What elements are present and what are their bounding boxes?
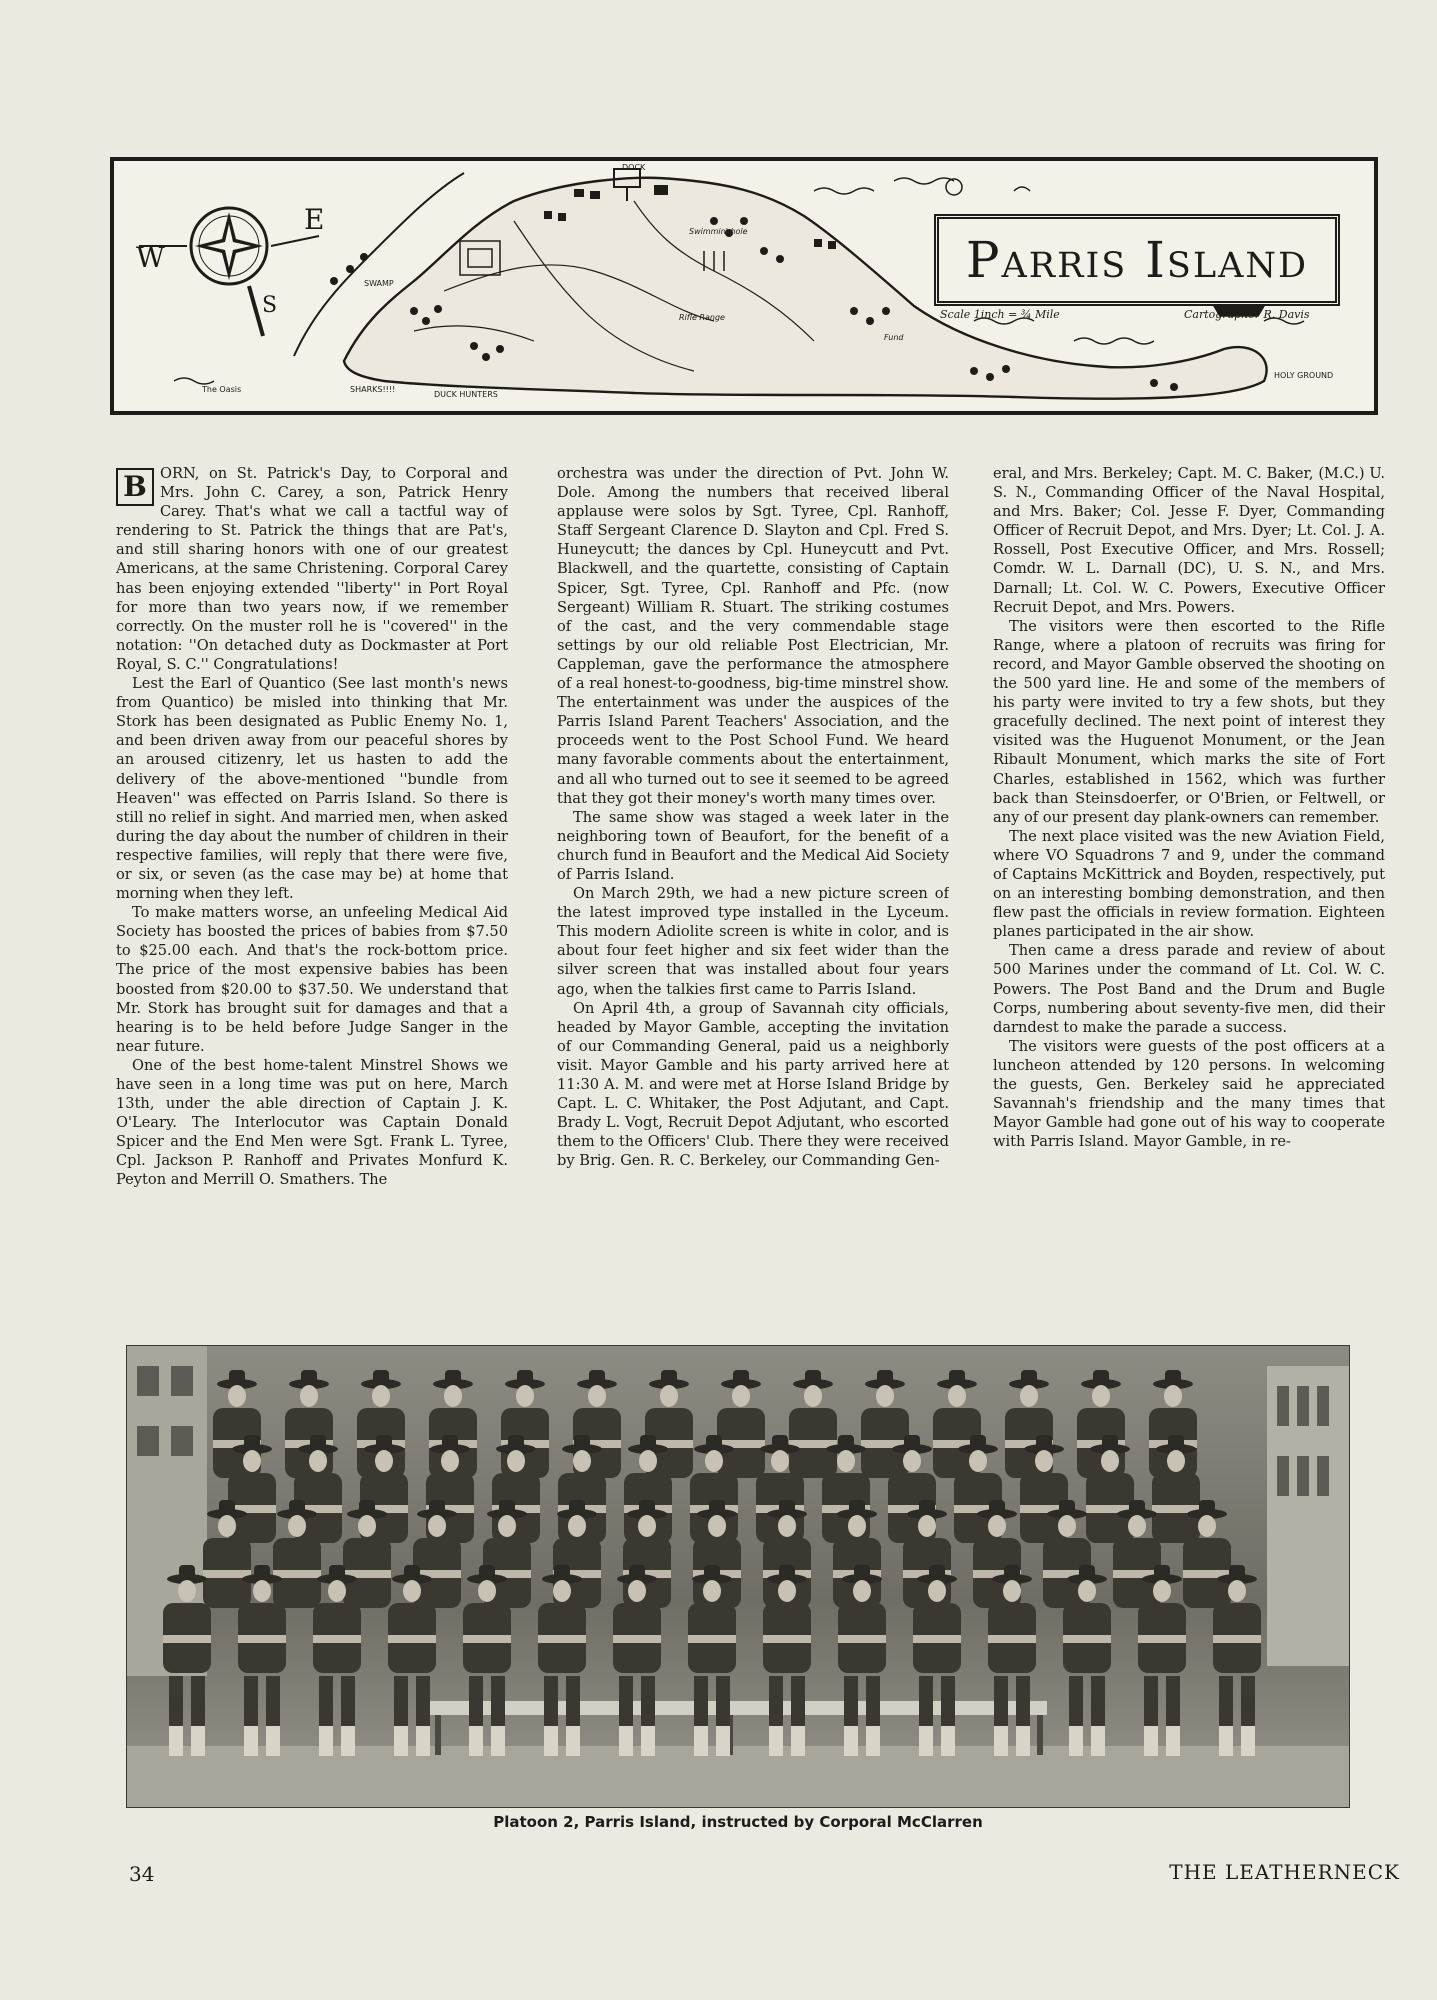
paragraph: orchestra was under the direction of Pvt. John W. Dole. Among the numbers that received liberal applause were solos by Sgt. Tyree, Cpl. Ranhoff, Staff Sergeant Clarence D. Slayton and Cpl. Fred S. Huneycutt; the dances by Cpl. Huneycutt and Pvt. Blackwell, and the quartette, consisting of Captain Spicer, Sgt. Tyree, Cpl. Ranhoff and Pfc. (now Sergeant) William R. Stuart. The striking costumes of the cast, and the very commendable stage settings by our old reliable Post Electrician, Mr. Cappleman, gave the performance the atmosphere of a real honest-to-goodness, big-time minstrel show. The entertainment was under the auspices of the Parris Island Parent Teachers' Association, and the proceeds went to the Post School Fund. We heard many favorable comments about the entertainment, and all who turned out to see it seemed to be agreed that they got their money's worth many times over.: [557, 465, 949, 807]
paragraph: Then came a dress parade and review of about 500 Marines under the command of Lt. Col. W. C. Powers. The Post Band and the Drum and Bugle Corps, numbering about seventy-five men, did their darndest to make the parade a success.: [993, 942, 1385, 1036]
platoon-photo: [126, 1345, 1350, 1808]
photo-caption: Platoon 2, Parris Island, instructed by Corporal McClarren: [493, 1813, 983, 1831]
map-label-swamp: SWAMP: [364, 279, 394, 288]
article-column-1: [116, 464, 508, 1324]
compass-west: W: [136, 241, 165, 274]
soldier-figure: [163, 1565, 211, 1673]
paragraph: On April 4th, a group of Savannah city officials, headed by Mayor Gamble, accepting the invitation of our Commanding General, paid us a neighborly visit. Mayor Gamble and his party arrived here at 11:30 A. M. and were met at Horse Island Bridge by Capt. L. C. Whitaker, the Post Adjutant, and Capt. Brady L. Vogt, Recruit Depot Adjutant, who escorted them to the Officers' Club. There they were received by Brig. Gen. R. C. Berkeley, our Commanding Gen-: [557, 999, 949, 1170]
map-label-duck-hunters: DUCK HUNTERS: [434, 390, 498, 399]
soldier-figure: [273, 1500, 321, 1608]
page-number: 34: [129, 1862, 155, 1886]
paragraph: On March 29th, we had a new picture screen of the latest improved type installed in the Lyceum. This modern Adiolite screen is white in color, and is about four feet higher and six feet wider than the silver screen that was installed about four years ago, when the talkies first came to Parris Island.: [557, 885, 949, 998]
map-title: Parris Island: [965, 231, 1309, 289]
map-label-swimming-hole: Swimmin' hole: [689, 227, 748, 236]
paragraph: To make matters worse, an unfeeling Medical Aid Society has boosted the prices of babies from $7.50 to $25.00 each. And that's the rock-bottom price. The price of the most expensive babies has been boosted from $20.00 to $37.50. We understand that Mr. Stork has brought suit for damages and that a hearing is to be held before Judge Sanger in the near future.: [116, 904, 508, 1055]
soldier-figure: [789, 1370, 837, 1478]
compass-south: S: [262, 293, 278, 318]
paragraph: ORN, on St. Patrick's Day, to Corporal and Mrs. John C. Carey, a son, Patrick Henry Carey. That's what we call a tactful way of rendering to St. Patrick the things that are Pat's, and still sharing honors with one of our greatest Americans, at the same Christening. Corporal Carey has been enjoying extended ''liberty'' in Port Royal for more than two years now, if we remember correctly. On the muster roll he is ''covered'' in the notation: ''On detached duty as Dockmaster at Port Royal, S. C.'' Congratulations!: [116, 465, 508, 673]
article-column-3: [993, 464, 1385, 1324]
soldier-figure: [538, 1565, 586, 1673]
soldier-figure: [613, 1565, 661, 1673]
soldier-figure: [1152, 1435, 1200, 1543]
map-label-oasis: The Oasis: [202, 385, 242, 394]
map-label-dock: DOCK: [622, 163, 646, 172]
soldier-figure: [203, 1500, 251, 1608]
soldier-figure: [388, 1565, 436, 1673]
map-label-rifle-range: Rifle Range: [679, 313, 725, 322]
soldier-figure: [1213, 1565, 1261, 1673]
soldier-figure: [717, 1370, 765, 1478]
paragraph: eral, and Mrs. Berkeley; Capt. M. C. Baker, (M.C.) U. S. N., Commanding Officer of the Naval Hospital, and Mrs. Baker; Col. Jesse F. Dyer, Commanding Officer of Recruit Depot, and Mrs. Dyer; Lt. Col. J. A. Rossell, Post Executive Officer, and Mrs. Rossell; Comdr. W. L. Darnall (DC), U. S. N., and Mrs. Darnall; Lt. Col. W. C. Powers, Executive Officer Recruit Depot, and Mrs. Powers.: [993, 465, 1385, 616]
platoon-photo-drawing: [127, 1346, 1350, 1808]
soldier-figure: [1183, 1500, 1231, 1608]
publication-name: THE LEATHERNECK: [1169, 1860, 1400, 1884]
paragraph: One of the best home-talent Minstrel Shows we have seen in a long time was put on here, March 13th, under the able direction of Captain J. K. O'Leary. The Interlocutor was Captain Donald Spicer and the End Men were Sgt. Frank L. Tyree, Cpl. Jackson P. Ranhoff and Privates Monfurd K. Peyton and Merrill O. Smathers. The: [116, 1056, 508, 1189]
soldier-figure: [1063, 1565, 1111, 1673]
soldier-figure: [343, 1500, 391, 1608]
map-scale: Scale 1inch = ¾ Mile: [940, 308, 1060, 321]
soldier-figure: [688, 1565, 736, 1673]
soldier-figure: [463, 1565, 511, 1673]
map-cartographer: Cartographer R. Davis: [1184, 308, 1310, 321]
map-label-fund: Fund: [884, 333, 904, 342]
paragraph: The visitors were guests of the post officers at a luncheon attended by 120 persons. In welcoming the guests, Gen. Berkeley said he appreciated Savannah's friendship and the many times that Mayor Gamble had gone out of his way to cooperate with Parris Island. Mayor Gamble, in re-: [993, 1037, 1385, 1151]
soldier-figure: [1138, 1565, 1186, 1673]
map-label-sharks: SHARKS!!!!: [350, 385, 396, 394]
paragraph: Lest the Earl of Quantico (See last month's news from Quantico) be misled into thinking that Mr. Stork has been designated as Public Enemy No. 1, and been driven away from our peaceful shores by an aroused citizenry, let us hasten to add the delivery of the above-mentioned ''bundle from Heaven'' was effected on Parris Island. So there is still no relief in sight. And married men, when asked during the day about the number of children in their respective families, will reply that there were five, or six, or seven (as the case may be) at home that morning when they left.: [116, 675, 508, 903]
compass-east: E: [304, 203, 325, 236]
soldier-figure: [913, 1565, 961, 1673]
soldier-figure: [763, 1565, 811, 1673]
drop-cap: B: [116, 468, 154, 506]
article-column-2: [557, 464, 949, 1324]
soldier-figure: [988, 1565, 1036, 1673]
parris-island-map: [110, 157, 1378, 415]
paragraph: The visitors were then escorted to the Rifle Range, where a platoon of recruits was firing for record, and Mayor Gamble observed the shooting on the 500 yard line. He and some of the members of his party were invited to try a few shots, but they gracefully declined. The next point of interest they visited was the Huguenot Monument, or the Jean Ribault Monument, which marks the site of Fort Charles, established in 1562, which was further back than Steinsdoerfer, or O'Brien, or Feltwell, or any of our present day plank-owners can remember.: [993, 617, 1385, 826]
soldier-figure: [313, 1565, 361, 1673]
map-title-box: [934, 214, 1340, 306]
soldier-figure: [1086, 1435, 1134, 1543]
soldier-figure: [238, 1565, 286, 1673]
paragraph: The same show was staged a week later in the neighboring town of Beaufort, for the benefit of a church fund in Beaufort and the Medical Aid Society of Parris Island.: [557, 808, 949, 883]
map-label-holy-ground: HOLY GROUND: [1274, 371, 1334, 380]
paragraph: The next place visited was the new Aviation Field, where VO Squadrons 7 and 9, under the command of Captains McKittrick and Boyden, respectively, put on an interesting bombing demonstration, and then flew past the officials in review formation. Eighteen planes participated in the air show.: [993, 827, 1385, 941]
soldier-figure: [838, 1565, 886, 1673]
soldier-figure: [861, 1370, 909, 1478]
